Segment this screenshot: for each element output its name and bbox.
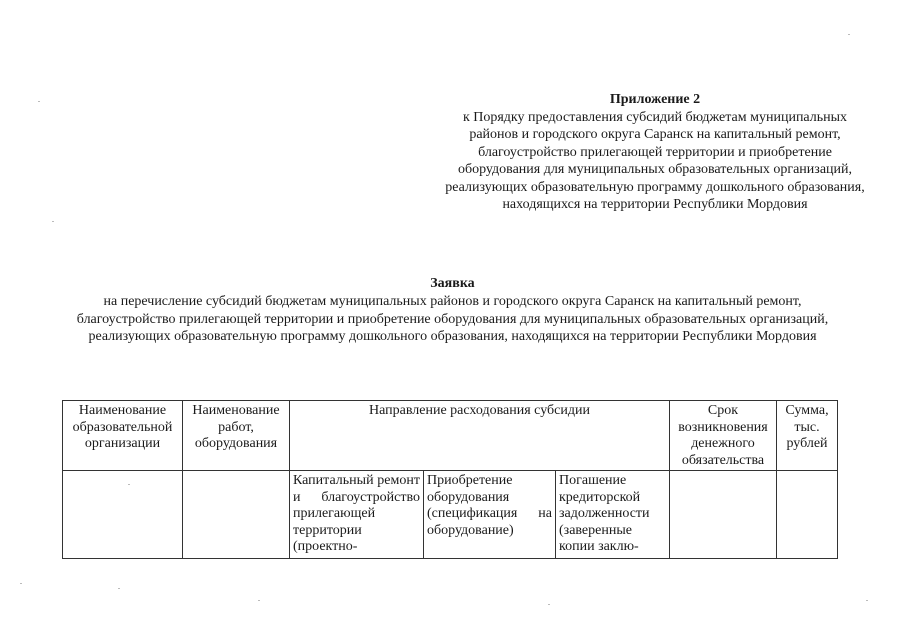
subsidy-request-table [62, 400, 838, 559]
appendix-text: к Порядку предоставления субсидий бюджетам муниципальных районов и городского округа Саранск на капитальный ремонт, благоустройство прилегающей территории и приобретение оборудования для муниципальных образовательных организаций, реализующих образовательную программу дошкольного образования, находящихся на территории Республики Мордовия [445, 109, 865, 212]
header-direction: Направление расходования субсидии [290, 401, 670, 471]
subheader-debt [556, 471, 670, 559]
subheader-debt-text: Погашение кредиторской задолженности (заверенные копии заклю- [559, 473, 650, 554]
scan-speck [258, 600, 260, 601]
subheader-capital-repair-text: Капитальный ремонт и благоустройство прилегающей территории (проектно- [293, 473, 420, 554]
scan-speck [38, 101, 40, 102]
appendix-block [440, 91, 870, 214]
scan-speck [20, 583, 22, 584]
scan-speck [548, 604, 550, 605]
header-amount: Сумма, тыс. рублей [777, 401, 838, 471]
scan-speck [128, 484, 130, 485]
header-deadline: Срок возникновения денежного обязательства [670, 401, 777, 471]
table-header-row [63, 401, 838, 471]
empty-cell [63, 471, 183, 559]
appendix-title: Приложение 2 [609, 92, 701, 107]
subheader-equipment-text: Приобретение оборудования (спецификация на оборудование) [427, 473, 552, 538]
header-works: Наименование работ, оборудования [183, 401, 290, 471]
empty-cell [183, 471, 290, 559]
subheader-equipment [424, 471, 556, 559]
request-subtitle: на перечисление субсидий бюджетам муниципальных районов и городского округа Саранск на капитальный ремонт, благоустройство прилегающей территории и приобретение оборудования для муниципальных образовательных организаций, реализующих образовательную программу дошкольного образования, находящихся на территории Республики Мордовия [76, 294, 829, 344]
empty-cell [777, 471, 838, 559]
request-title: Заявка [430, 276, 475, 291]
scan-speck [866, 600, 868, 601]
table-subheader-row [63, 471, 838, 559]
empty-cell [670, 471, 777, 559]
scan-speck [118, 588, 120, 589]
scan-speck [52, 221, 54, 222]
header-organization: Наименование образовательной организации [63, 401, 183, 471]
scan-speck [848, 34, 850, 35]
subheader-capital-repair [290, 471, 424, 559]
